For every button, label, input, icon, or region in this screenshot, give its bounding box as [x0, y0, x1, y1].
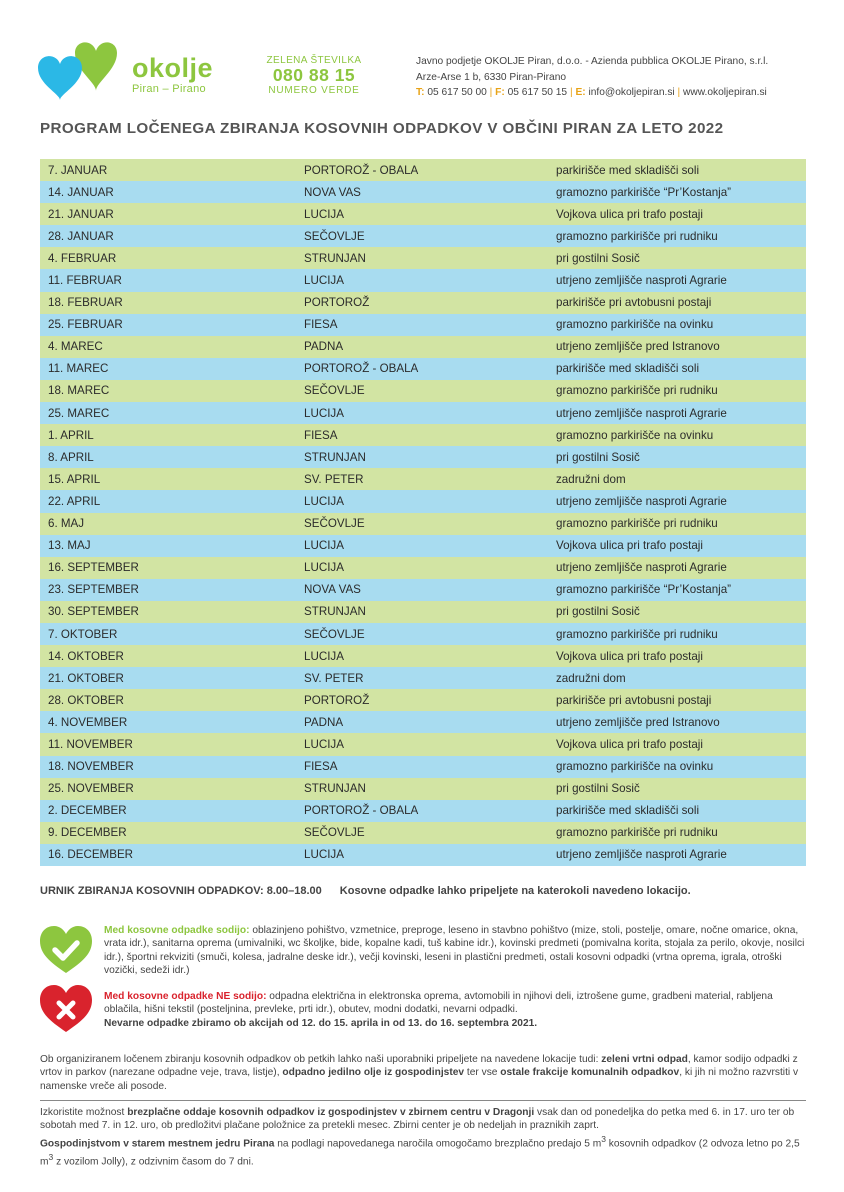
schedule-location: parkirišče pri avtobusni postaji	[548, 689, 806, 711]
schedule-location: gramozno parkirišče pri rudniku	[548, 623, 806, 645]
schedule-row	[40, 557, 806, 579]
fax-number: 05 617 50 15	[504, 87, 570, 98]
schedule-row	[40, 756, 806, 778]
schedule-place: FIESA	[296, 424, 548, 446]
schedule-location: utrjeno zemljišče pred Istranovo	[548, 711, 806, 733]
schedule-place: STRUNJAN	[296, 778, 548, 800]
phone-number: 05 617 50 00	[424, 87, 490, 98]
schedule-row	[40, 513, 806, 535]
schedule-date: 18. MAREC	[40, 380, 296, 402]
schedule-date: 4. NOVEMBER	[40, 711, 296, 733]
schedule-location: gramozno parkirišče pri rudniku	[548, 380, 806, 402]
brand-name: okolje	[132, 53, 214, 83]
schedule-place: SEČOVLJE	[296, 623, 548, 645]
schedule-location: Vojkova ulica pri trafo postaji	[548, 645, 806, 667]
schedule-row	[40, 424, 806, 446]
schedule-date: 25. FEBRUAR	[40, 314, 296, 336]
schedule-row	[40, 535, 806, 557]
schedule-place: STRUNJAN	[296, 247, 548, 269]
forbidden-body: odpadna električna in elektronska oprema, avtomobili in njihovi deli, iztrošene gume, gradbeni material, rabljena oblačila, hišni tekstil (posteljnina, prevleke, prti idr.), obutev, modni dodatki, nevarni odpadki.	[104, 991, 773, 1016]
contact-block	[416, 54, 768, 101]
schedule-location: utrjeno zemljišče pred Istranovo	[548, 336, 806, 358]
schedule-location: pri gostilni Sosič	[548, 778, 806, 800]
schedule-date: 9. DECEMBER	[40, 822, 296, 844]
schedule-location: Vojkova ulica pri trafo postaji	[548, 535, 806, 557]
schedule-place: LUCIJA	[296, 645, 548, 667]
schedule-row	[40, 844, 806, 866]
schedule-location: utrjeno zemljišče nasproti Agrarie	[548, 557, 806, 579]
hours-label: URNIK ZBIRANJA KOSOVNIH ODPADKOV: 8.00–18.00	[40, 885, 322, 897]
okolje-logo-icon	[38, 38, 122, 104]
schedule-row	[40, 601, 806, 623]
divider	[40, 1100, 806, 1101]
schedule-row	[40, 800, 806, 822]
schedule-location: parkirišče med skladišči soli	[548, 358, 806, 380]
center-bold: Gospodinjstvom v starem mestnem jedru Pirana	[40, 1138, 275, 1150]
schedule-place: FIESA	[296, 756, 548, 778]
schedule-date: 8. APRIL	[40, 446, 296, 468]
schedule-place: NOVA VAS	[296, 579, 548, 601]
center-text: na podlagi napovedanega naročila omogočamo brezplačno predajo 5 m	[274, 1138, 602, 1150]
schedule-row	[40, 667, 806, 689]
allowed-body: oblazinjeno pohištvo, vzmetnice, preproge, leseno in stavbno pohištvo (mize, stoli, postelje, omare, nočne omarice, okna, vrata idr.), sanitarna oprema (umivalniki, wc školjke, bide, kopalne kadi, tuš kabine idr.), kovinski predmeti (pomivalna korita, stojala za perilo, okovje, nosilci idr.), športni rekviziti (smuči, kolesa, jadralne deske idr.), večji kovinski, leseni in plastični predmeti, ostali kosovni odpadki (vrtna oprema, igrala, otroški vozički, sedeži idr.)	[104, 925, 805, 977]
schedule-location: utrjeno zemljišče nasproti Agrarie	[548, 844, 806, 866]
schedule-row	[40, 490, 806, 512]
schedule-place: PADNA	[296, 336, 548, 358]
schedule-location: gramozno parkirišče “Pr’Kostanja”	[548, 181, 806, 203]
schedule-place: SV. PETER	[296, 468, 548, 490]
schedule-location: pri gostilni Sosič	[548, 601, 806, 623]
schedule-row	[40, 733, 806, 755]
extra-text: Ob organiziranem ločenem zbiranju kosovnih odpadkov ob petkih lahko naši uporabniki pripeljete na navedene lokacije tudi:	[40, 1054, 602, 1065]
schedule-date: 6. MAJ	[40, 513, 296, 535]
schedule-place: LUCIJA	[296, 402, 548, 424]
extra-text: ter vse	[464, 1067, 501, 1079]
schedule-table	[40, 159, 806, 866]
schedule-place: PORTOROŽ	[296, 292, 548, 314]
schedule-date: 14. JANUAR	[40, 181, 296, 203]
schedule-date: 18. FEBRUAR	[40, 292, 296, 314]
schedule-place: STRUNJAN	[296, 446, 548, 468]
schedule-row	[40, 336, 806, 358]
schedule-row	[40, 711, 806, 733]
collection-center-text	[40, 1106, 806, 1168]
schedule-date: 11. MAREC	[40, 358, 296, 380]
heart-check-icon	[40, 926, 92, 973]
schedule-date: 4. MAREC	[40, 336, 296, 358]
email-label: E:	[575, 87, 586, 98]
center-bold: brezplačne oddaje kosovnih odpadkov iz gospodinjstev v zbirnem centru v Dragonji	[127, 1107, 535, 1118]
schedule-place: SEČOVLJE	[296, 225, 548, 247]
schedule-date: 28. JANUAR	[40, 225, 296, 247]
schedule-date: 4. FEBRUAR	[40, 247, 296, 269]
hazard-note: Nevarne odpadke zbiramo ob akcijah od 12. do 15. aprila in od 13. do 16. septembra 2021.	[104, 1017, 538, 1029]
schedule-location: parkirišče med skladišči soli	[548, 800, 806, 822]
schedule-row	[40, 689, 806, 711]
green-number: 080 88 15	[272, 65, 356, 85]
contact-line	[416, 85, 768, 101]
superscript: 3	[601, 1133, 606, 1144]
schedule-row	[40, 225, 806, 247]
forbidden-lead: Med kosovne odpadke NE sodijo:	[104, 991, 267, 1002]
extra-collection-text	[40, 1053, 806, 1093]
schedule-place: FIESA	[296, 314, 548, 336]
schedule-location: Vojkova ulica pri trafo postaji	[548, 733, 806, 755]
schedule-place: LUCIJA	[296, 535, 548, 557]
schedule-location: gramozno parkirišče na ovinku	[548, 314, 806, 336]
schedule-location: gramozno parkirišče “Pr’Kostanja”	[548, 579, 806, 601]
schedule-location: pri gostilni Sosič	[548, 247, 806, 269]
company-address: Arze-Arse 1 b, 6330 Piran-Pirano	[416, 71, 567, 83]
schedule-date: 7. OKTOBER	[40, 623, 296, 645]
schedule-date: 25. NOVEMBER	[40, 778, 296, 800]
schedule-location: utrjeno zemljišče nasproti Agrarie	[548, 490, 806, 512]
schedule-place: SV. PETER	[296, 667, 548, 689]
schedule-location: utrjeno zemljišče nasproti Agrarie	[548, 269, 806, 291]
schedule-date: 14. OKTOBER	[40, 645, 296, 667]
center-text: vsak dan od ponedeljka do petka med 6. in 17. uro ter ob sobotah med 7. in 12. uro, ob predložitvi plačane položnice za pretekli mesec. Zbirni center je ob nedeljah in praznikih zaprt.	[40, 1107, 795, 1132]
schedule-place: SEČOVLJE	[296, 380, 548, 402]
forbidden-items-text	[104, 990, 806, 1030]
fax-label: F:	[495, 87, 505, 98]
schedule-location: zadružni dom	[548, 468, 806, 490]
schedule-date: 16. SEPTEMBER	[40, 557, 296, 579]
schedule-location: parkirišče pri avtobusni postaji	[548, 292, 806, 314]
schedule-date: 21. JANUAR	[40, 203, 296, 225]
schedule-date: 28. OKTOBER	[40, 689, 296, 711]
schedule-location: gramozno parkirišče na ovinku	[548, 424, 806, 446]
schedule-place: LUCIJA	[296, 269, 548, 291]
schedule-row	[40, 181, 806, 203]
schedule-place: PORTOROŽ - OBALA	[296, 358, 548, 380]
schedule-location: Vojkova ulica pri trafo postaji	[548, 203, 806, 225]
schedule-row	[40, 468, 806, 490]
schedule-location: zadružni dom	[548, 667, 806, 689]
schedule-date: 15. APRIL	[40, 468, 296, 490]
schedule-row	[40, 292, 806, 314]
schedule-row	[40, 623, 806, 645]
schedule-date: 23. SEPTEMBER	[40, 579, 296, 601]
schedule-date: 21. OKTOBER	[40, 667, 296, 689]
schedule-place: SEČOVLJE	[296, 513, 548, 535]
extra-bold: odpadno jedilno olje iz gospodinjstev	[282, 1067, 465, 1079]
schedule-location: utrjeno zemljišče nasproti Agrarie	[548, 402, 806, 424]
schedule-row	[40, 314, 806, 336]
schedule-place: PORTOROŽ	[296, 689, 548, 711]
schedule-place: LUCIJA	[296, 733, 548, 755]
schedule-row	[40, 380, 806, 402]
schedule-date: 18. NOVEMBER	[40, 756, 296, 778]
schedule-date: 30. SEPTEMBER	[40, 601, 296, 623]
extra-bold: ostale frakcije komunalnih odpadkov	[500, 1067, 680, 1079]
schedule-date: 7. JANUAR	[40, 159, 296, 181]
schedule-row	[40, 159, 806, 181]
schedule-location: gramozno parkirišče pri rudniku	[548, 513, 806, 535]
separator: |	[489, 87, 493, 98]
schedule-row	[40, 579, 806, 601]
schedule-date: 13. MAJ	[40, 535, 296, 557]
schedule-date: 11. FEBRUAR	[40, 269, 296, 291]
schedule-row	[40, 822, 806, 844]
hours-note: Kosovne odpadke lahko pripeljete na katerokoli navedeno lokacijo.	[339, 885, 691, 897]
schedule-location: gramozno parkirišče na ovinku	[548, 756, 806, 778]
allowed-items-text	[104, 924, 806, 978]
schedule-place: LUCIJA	[296, 490, 548, 512]
company-name: Javno podjetje OKOLJE Piran, d.o.o. - Azienda pubblica OKOLJE Pirano, s.r.l.	[416, 56, 769, 67]
email-link[interactable]: info@okoljepiran.si	[585, 87, 678, 98]
schedule-row	[40, 446, 806, 468]
schedule-place: NOVA VAS	[296, 181, 548, 203]
schedule-place: PADNA	[296, 711, 548, 733]
green-number-block	[266, 55, 362, 96]
green-number-label-it: NUMERO VERDE	[268, 85, 360, 96]
extra-text: , ki jih ni možno razvrstiti v namenske vreče ali posode.	[40, 1067, 799, 1092]
schedule-date: 2. DECEMBER	[40, 800, 296, 822]
superscript: 3	[48, 1151, 54, 1162]
heart-cross-icon	[40, 985, 92, 1032]
schedule-row	[40, 269, 806, 291]
schedule-location: pri gostilni Sosič	[548, 446, 806, 468]
allowed-lead: Med kosovne odpadke sodijo:	[104, 925, 250, 936]
schedule-row	[40, 203, 806, 225]
schedule-row	[40, 358, 806, 380]
schedule-date: 1. APRIL	[40, 424, 296, 446]
center-text: Izkoristite možnost	[40, 1107, 128, 1118]
schedule-row	[40, 402, 806, 424]
website-link[interactable]: www.okoljepiran.si	[680, 87, 767, 98]
schedule-place: LUCIJA	[296, 203, 548, 225]
schedule-date: 16. DECEMBER	[40, 844, 296, 866]
schedule-place: STRUNJAN	[296, 601, 548, 623]
phone-label: T:	[416, 87, 425, 98]
schedule-location: gramozno parkirišče pri rudniku	[548, 225, 806, 247]
schedule-place: PORTOROŽ - OBALA	[296, 159, 548, 181]
schedule-location: parkirišče med skladišči soli	[548, 159, 806, 181]
extra-bold: zeleni vrtni odpad	[601, 1054, 688, 1065]
schedule-date: 22. APRIL	[40, 490, 296, 512]
schedule-row	[40, 778, 806, 800]
brand	[132, 54, 213, 95]
page-title: PROGRAM LOČENEGA ZBIRANJA KOSOVNIH ODPADKOV V OBČINI PIRAN ZA LETO 2022	[40, 120, 724, 137]
schedule-date: 25. MAREC	[40, 402, 296, 424]
schedule-location: gramozno parkirišče pri rudniku	[548, 822, 806, 844]
separator: |	[677, 87, 681, 98]
extra-text: , kamor sodijo odpadki z vrtov in parkov (narezane odpadne veje, trava, listje),	[40, 1054, 798, 1079]
brand-subtitle: Piran – Pirano	[132, 83, 206, 95]
schedule-place: LUCIJA	[296, 844, 548, 866]
green-number-label: ZELENA ŠTEVILKA	[266, 55, 362, 66]
schedule-place: LUCIJA	[296, 557, 548, 579]
schedule-place: PORTOROŽ - OBALA	[296, 800, 548, 822]
center-text: kosovnih odpadkov (2 odvoza letno po 2,5 m	[40, 1138, 800, 1167]
center-text: z vozilom Jolly), z odzivnim časom do 7 dni.	[53, 1156, 254, 1167]
schedule-place: SEČOVLJE	[296, 822, 548, 844]
schedule-row	[40, 645, 806, 667]
schedule-date: 11. NOVEMBER	[40, 733, 296, 755]
separator: |	[569, 87, 573, 98]
collection-hours	[40, 885, 691, 897]
schedule-row	[40, 247, 806, 269]
